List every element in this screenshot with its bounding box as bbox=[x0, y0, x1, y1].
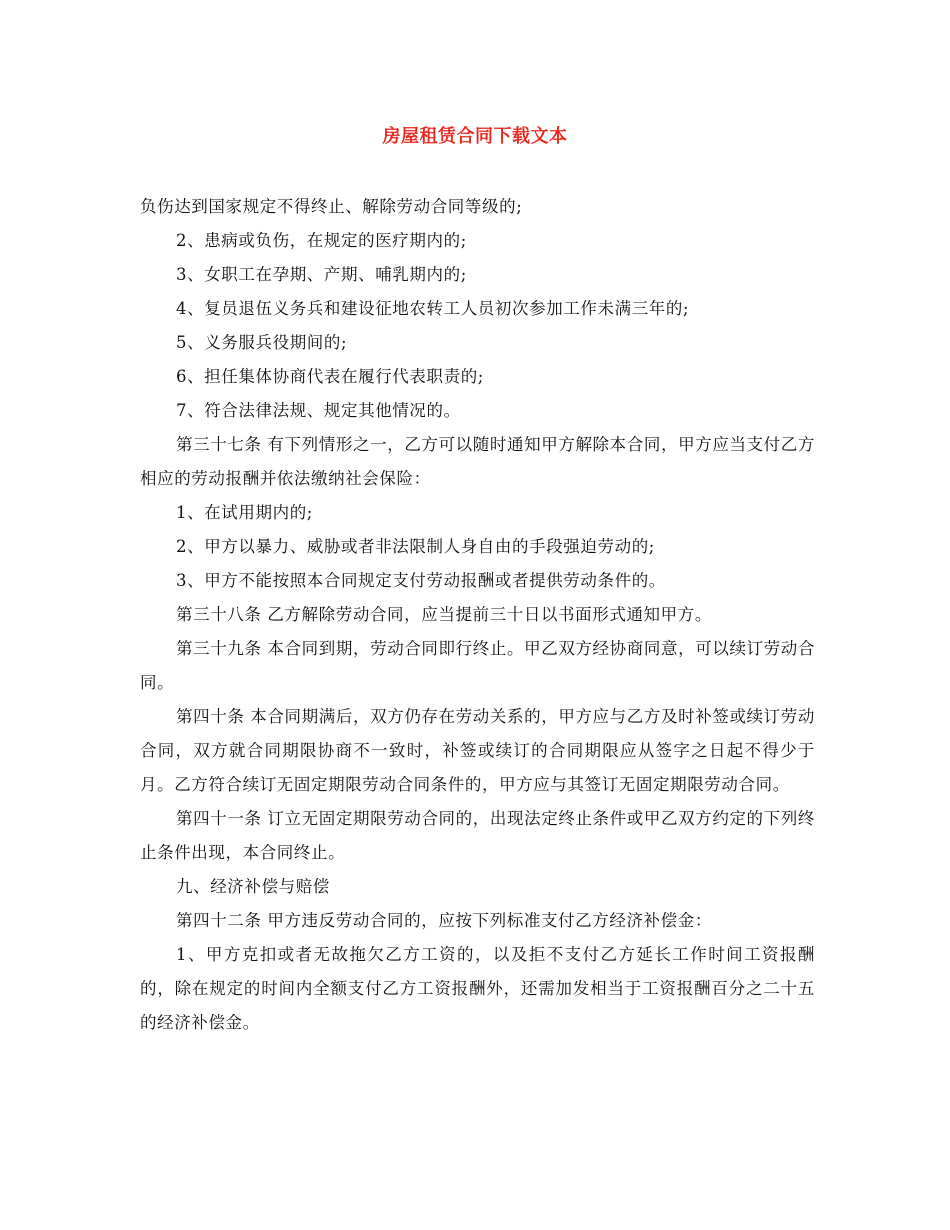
paragraph: 负伤达到国家规定不得终止、解除劳动合同等级的; bbox=[140, 197, 523, 216]
paragraph: 1、在试用期内的; bbox=[176, 503, 313, 522]
paragraph: 6、担任集体协商代表在履行代表职责的; bbox=[176, 367, 484, 386]
paragraph: 7、符合法律法规、规定其他情况的。 bbox=[176, 401, 461, 420]
paragraph: 1、甲方克扣或者无故拖欠乙方工资的，以及拒不支付乙方延长工作时间工资报酬的，除在规定的时间内全额支付乙方工资报酬外，还需加发相当于工资报酬百分之二十五的经济补偿金。 bbox=[140, 945, 815, 1032]
paragraph: 3、甲方不能按照本合同规定支付劳动报酬或者提供劳动条件的。 bbox=[176, 571, 666, 590]
document-body bbox=[140, 190, 815, 1040]
paragraph: 第四十条 本合同期满后，双方仍存在劳动关系的，甲方应与乙方及时补签或续订劳动合同，双方就合同期限协商不一致时，补签或续订的合同期限应从签字之日起不得少于 月。乙方符合续订无固定期限劳动合同条件的，甲方应与其签订无固定期限劳动合同。 bbox=[140, 707, 815, 794]
document-title: 房屋租赁合同下载文本 bbox=[382, 126, 568, 147]
paragraph: 第三十九条 本合同到期，劳动合同即行终止。甲乙双方经协商同意，可以续订劳动合同。 bbox=[140, 639, 815, 692]
paragraph: 5、义务服兵役期间的; bbox=[176, 333, 348, 352]
paragraph: 4、复员退伍义务兵和建设征地农转工人员初次参加工作未满三年的; bbox=[176, 299, 690, 318]
paragraph: 第三十八条 乙方解除劳动合同，应当提前三十日以书面形式通知甲方。 bbox=[176, 605, 712, 624]
paragraph: 第四十二条 甲方违反劳动合同的，应按下列标准支付乙方经济补偿金： bbox=[176, 911, 712, 930]
paragraph: 第四十一条 订立无固定期限劳动合同的，出现法定终止条件或甲乙双方约定的下列终止条件出现，本合同终止。 bbox=[140, 809, 815, 862]
paragraph: 2、患病或负伤，在规定的医疗期内的; bbox=[176, 231, 467, 250]
paragraph: 2、甲方以暴力、威胁或者非法限制人身自由的手段强迫劳动的; bbox=[176, 537, 655, 556]
paragraph: 九、经济补偿与赔偿 bbox=[176, 877, 330, 896]
paragraph: 第三十七条 有下列情形之一，乙方可以随时通知甲方解除本合同，甲方应当支付乙方相应的劳动报酬并依法缴纳社会保险： bbox=[140, 435, 815, 488]
paragraph: 3、女职工在孕期、产期、哺乳期内的; bbox=[176, 265, 467, 284]
